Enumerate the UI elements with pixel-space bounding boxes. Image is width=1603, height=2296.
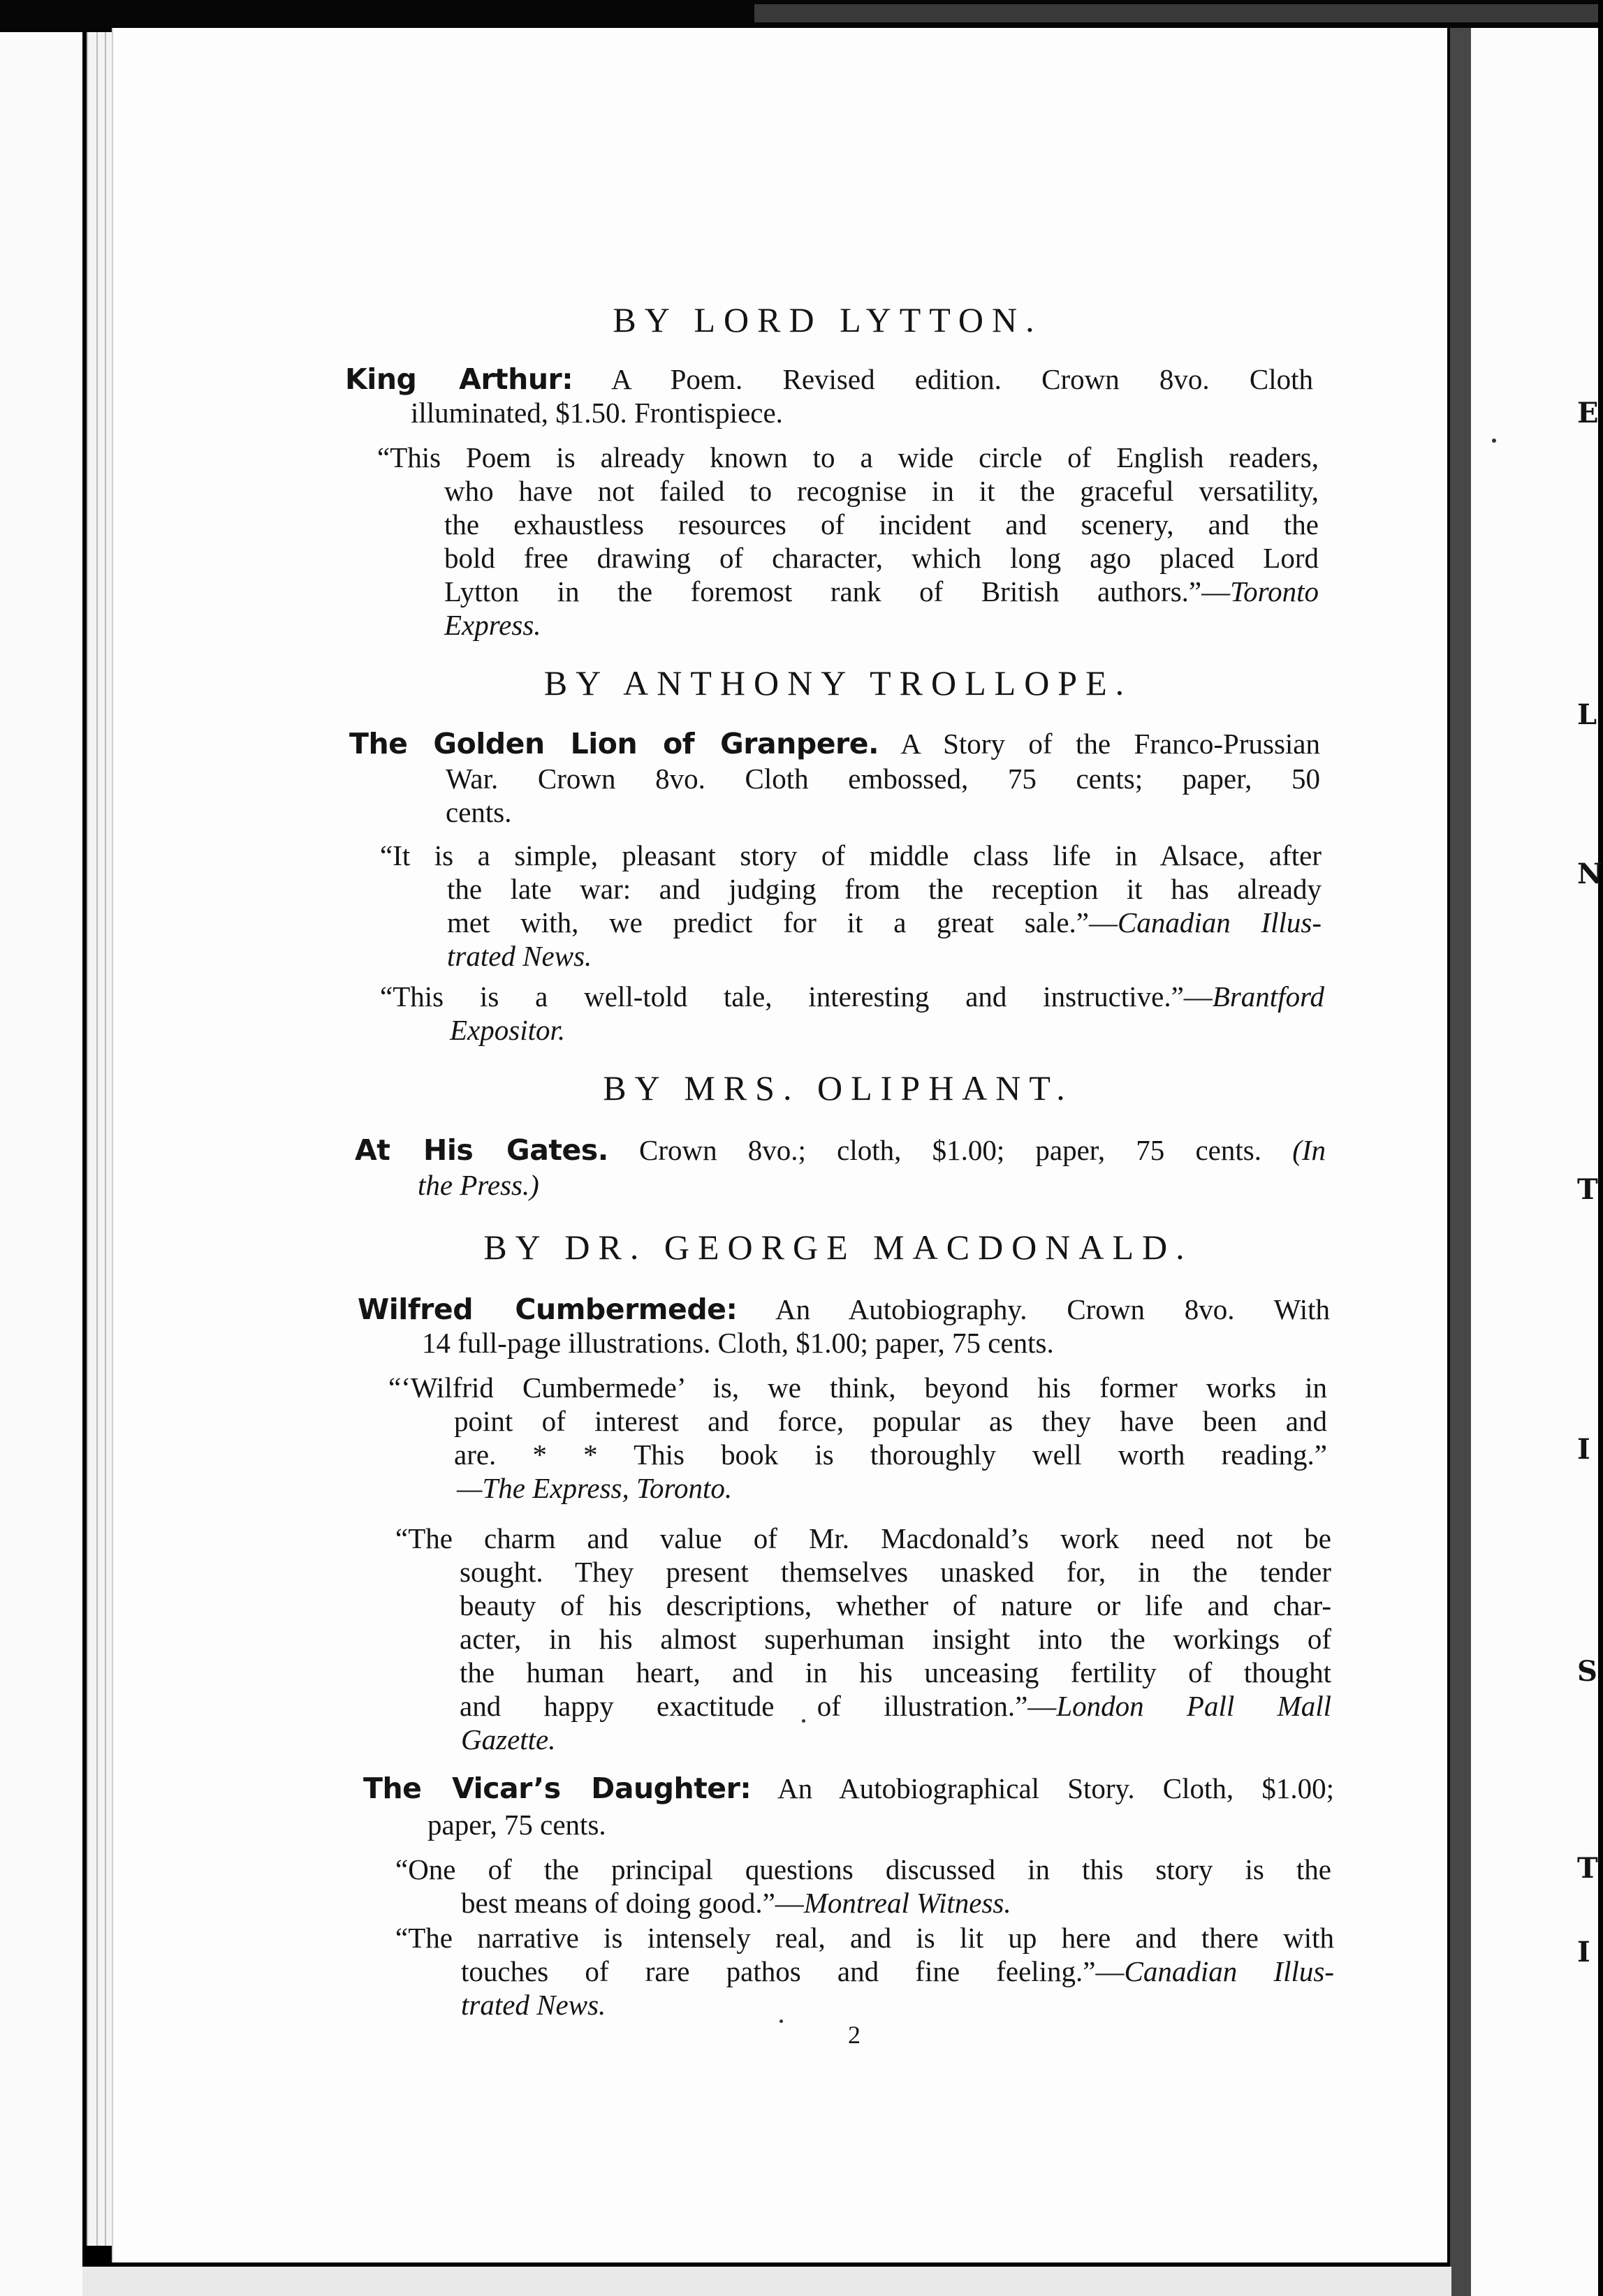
book-details: A Story of the Franco-Prussian bbox=[879, 728, 1320, 760]
book-entry-line bbox=[355, 1133, 1326, 1168]
facing-page-glyph: T bbox=[1577, 1852, 1598, 1885]
review-line bbox=[447, 939, 866, 973]
review-line bbox=[380, 979, 1324, 1014]
facing-page-glyph: T bbox=[1577, 1173, 1598, 1206]
review-source: Expositor. bbox=[450, 1014, 566, 1046]
facing-page-glyph: I bbox=[1577, 1433, 1590, 1466]
book-details: A Poem. Revised edition. Crown 8vo. Cloth bbox=[573, 363, 1313, 395]
review-line bbox=[461, 1954, 1334, 1989]
review-text: met with, we predict for it a great sale.”— bbox=[447, 906, 1118, 939]
review-text: best means of doing good.”— bbox=[461, 1887, 804, 1919]
review-line: “This Poem is already known to a wide circle of English readers, bbox=[377, 441, 1319, 473]
facing-page-glyph: N bbox=[1577, 858, 1603, 890]
book-details-line: paper, 75 cents. bbox=[427, 1809, 606, 1841]
book-title: At His Gates. bbox=[355, 1133, 608, 1167]
book-title: The Vicar’s Daughter: bbox=[363, 1772, 752, 1805]
review-source: trated News. bbox=[461, 1989, 606, 2021]
book-entry-line bbox=[358, 1292, 1330, 1327]
review-source: Montreal Witness. bbox=[803, 1887, 1011, 1919]
book-entry-line bbox=[363, 1771, 1334, 1806]
book-details: Crown 8vo.; cloth, $1.00; paper, 75 cents. bbox=[608, 1134, 1293, 1166]
book-details: An Autobiographical Story. Cloth, $1.00; bbox=[751, 1772, 1334, 1804]
section-heading: BY DR. GEORGE MACDONALD. bbox=[483, 1228, 1193, 1267]
book-entry-line bbox=[349, 726, 1320, 761]
review-line bbox=[457, 1471, 946, 1506]
review-line: beauty of his descriptions, whether of nature or life and char- bbox=[460, 1589, 1331, 1621]
review-line bbox=[444, 574, 1319, 609]
review-line: “The narrative is intensely real, and is lit up here and there with bbox=[395, 1922, 1334, 1954]
review-source: Express. bbox=[444, 609, 541, 641]
review-line bbox=[461, 1987, 880, 2022]
review-line bbox=[461, 1885, 1229, 1920]
review-line bbox=[461, 1722, 880, 1757]
book-status: the Press.) bbox=[418, 1169, 539, 1201]
section-heading: BY MRS. OLIPHANT. bbox=[603, 1068, 1074, 1107]
review-line: “‘Wilfrid Cumbermede’ is, we think, beyond his former works in bbox=[388, 1371, 1327, 1404]
review-line: the human heart, and in his unceasing fertility of thought bbox=[460, 1656, 1331, 1688]
review-source: Canadian Illus- bbox=[1117, 906, 1322, 939]
book-details-line: War. Crown 8vo. Cloth embossed, 75 cents; paper, 50 bbox=[446, 763, 1320, 795]
review-text: Lytton in the foremost rank of British authors.”— bbox=[444, 575, 1231, 608]
book-details-line bbox=[418, 1168, 837, 1202]
review-line: sought. They present themselves unasked for, in the tender bbox=[460, 1556, 1331, 1588]
facing-page-glyph: E bbox=[1577, 397, 1599, 429]
review-line: point of interest and force, popular as they have been and bbox=[454, 1405, 1327, 1437]
section-heading: BY LORD LYTTON. bbox=[613, 300, 1043, 339]
review-line: acter, in his almost superhuman insight into the workings of bbox=[460, 1623, 1331, 1655]
book-entry-line bbox=[345, 362, 1313, 397]
book-title: Wilfred Cumbermede: bbox=[358, 1293, 738, 1326]
facing-page-glyph: S bbox=[1577, 1655, 1597, 1688]
facing-page-glyph: I bbox=[1577, 1936, 1590, 1968]
section-heading: BY ANTHONY TROLLOPE. bbox=[543, 663, 1133, 702]
book-details-line: illuminated, $1.50. Frontispiece. bbox=[411, 397, 783, 429]
review-source: Gazette. bbox=[461, 1723, 556, 1756]
review-source: —The Express, Toronto. bbox=[457, 1472, 733, 1504]
review-line: the late war: and judging from the reception it has already bbox=[447, 873, 1322, 905]
book-title: The Golden Lion of Granpere. bbox=[349, 727, 879, 760]
book-details-line: 14 full-page illustrations. Cloth, $1.00; paper, 75 cents. bbox=[422, 1327, 1054, 1359]
page-number: 2 bbox=[848, 2021, 861, 2049]
review-line: who have not failed to recognise in it the graceful versatility, bbox=[444, 475, 1319, 507]
review-line bbox=[460, 1688, 1331, 1723]
review-line: the exhaustless resources of incident and scenery, and the bbox=[444, 508, 1319, 540]
review-line: “One of the principal questions discussed in this story is the bbox=[395, 1853, 1331, 1885]
review-source: Canadian Illus- bbox=[1124, 1955, 1334, 1987]
review-source: London Pall Mall bbox=[1056, 1690, 1331, 1722]
review-line: are. * * This book is thoroughly well worth reading.” bbox=[454, 1438, 1327, 1471]
review-line bbox=[444, 608, 863, 642]
review-line: “It is a simple, pleasant story of middle class life in Alsace, after bbox=[380, 839, 1322, 871]
review-line bbox=[450, 1013, 869, 1047]
review-line: bold free drawing of character, which long ago placed Lord bbox=[444, 542, 1319, 574]
review-text: and happy exactitude of illustration.”— bbox=[460, 1690, 1057, 1722]
review-text: “This is a well-told tale, interesting and instructive.”— bbox=[380, 980, 1213, 1013]
review-text: touches of rare pathos and fine feeling.”— bbox=[461, 1955, 1125, 1987]
review-line bbox=[447, 905, 1322, 940]
book-status: (In bbox=[1292, 1134, 1326, 1166]
book-details-line: cents. bbox=[446, 796, 512, 828]
review-line: “The charm and value of Mr. Macdonald’s work need not be bbox=[395, 1522, 1331, 1554]
review-source: Brantford bbox=[1212, 980, 1324, 1013]
book-details: An Autobiography. Crown 8vo. With bbox=[737, 1293, 1330, 1325]
facing-page-glyph: L bbox=[1577, 698, 1597, 731]
book-title: King Arthur: bbox=[345, 362, 573, 396]
review-source: Toronto bbox=[1230, 575, 1319, 608]
review-source: trated News. bbox=[447, 940, 592, 972]
